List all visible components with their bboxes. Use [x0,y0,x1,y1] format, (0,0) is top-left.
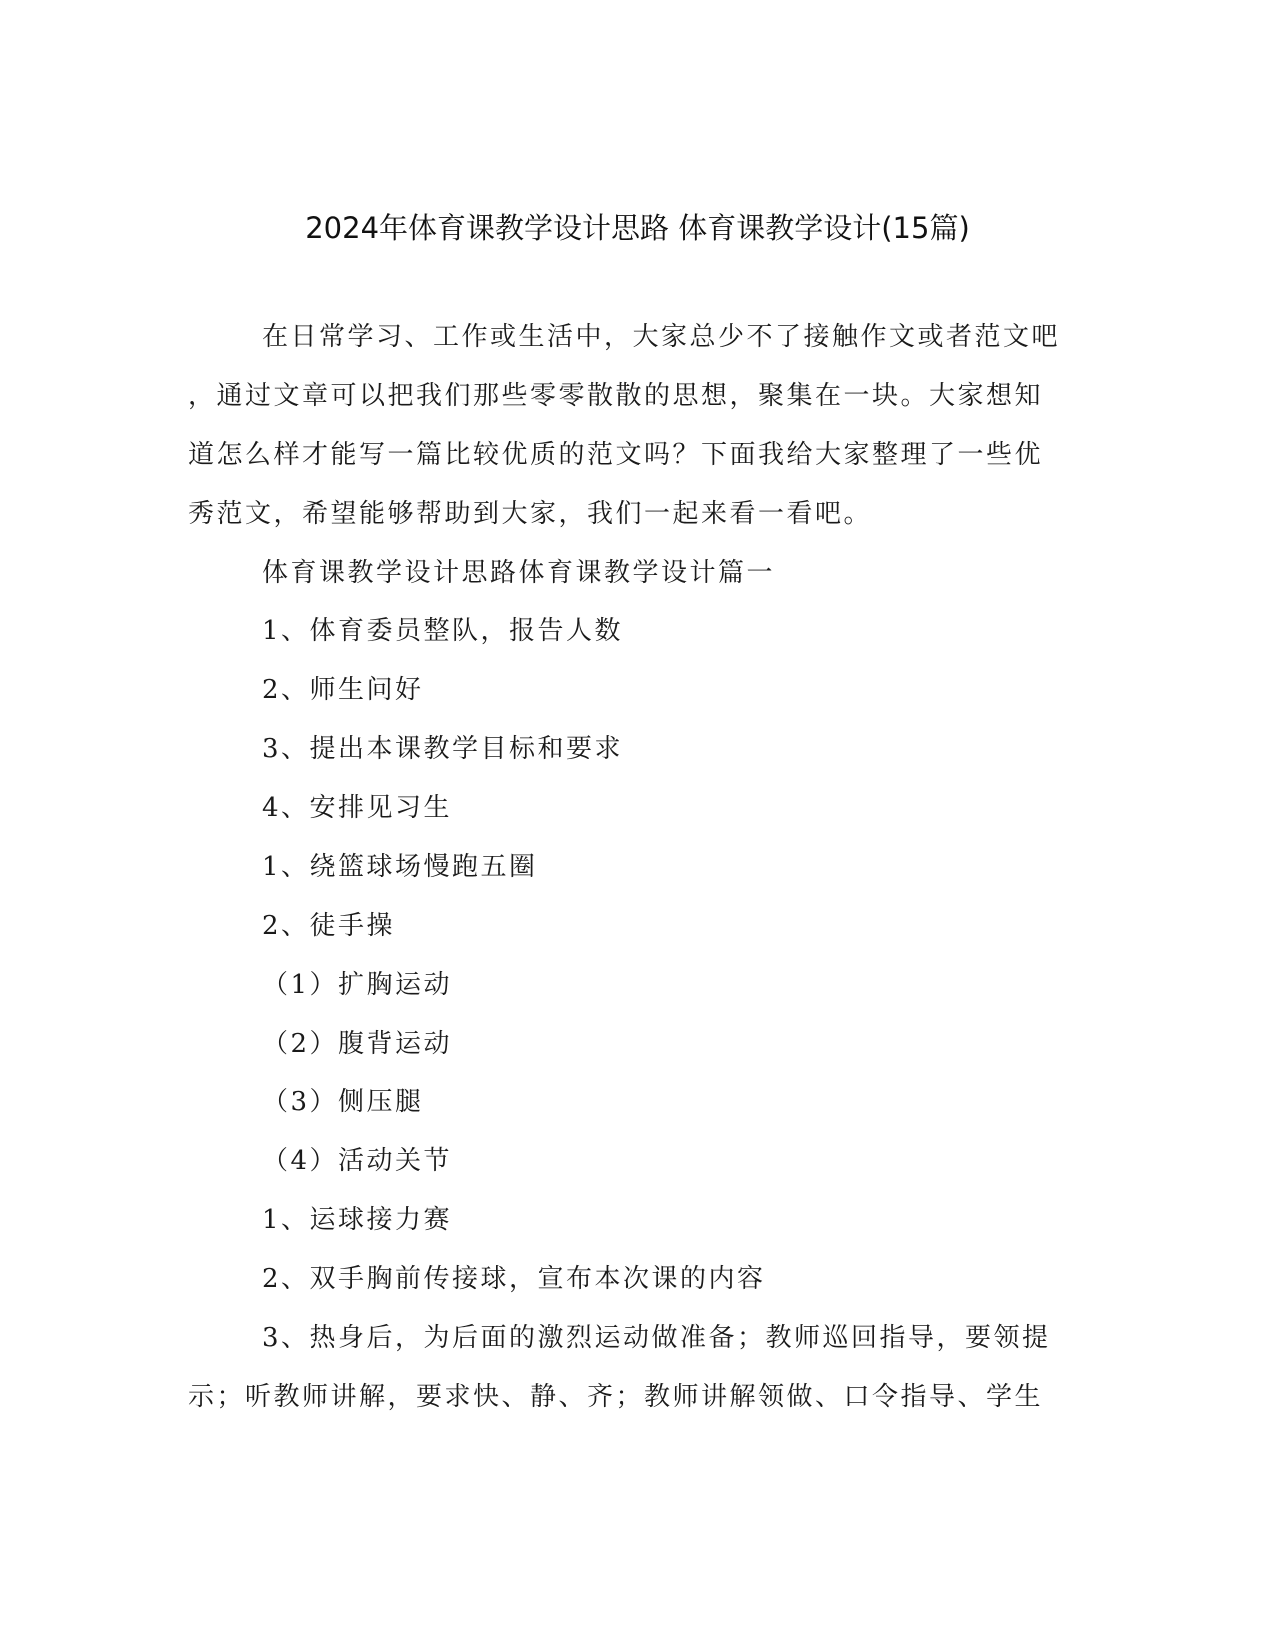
document-title: 2024年体育课教学设计思路 体育课教学设计(15篇) [305,211,970,245]
list-item: 1、运球接力赛 [262,1205,453,1235]
list-item: （1）扩胸运动 [262,970,453,1000]
list-item: 3、提出本课教学目标和要求 [262,734,624,764]
intro-line: 秀范文，希望能够帮助到大家，我们一起来看一看吧。 [188,499,873,529]
intro-line: ，通过文章可以把我们那些零零散散的思想，聚集在一块。大家想知 [188,381,1044,411]
list-item: （4）活动关节 [262,1146,453,1176]
list-item: 1、绕篮球场慢跑五圈 [262,852,538,882]
list-item: （3）侧压腿 [262,1087,424,1117]
list-item: 2、双手胸前传接球，宣布本次课的内容 [262,1264,766,1294]
list-item: 4、安排见习生 [262,793,453,823]
section-heading: 体育课教学设计思路体育课教学设计篇一 [262,558,776,588]
intro-line: 道怎么样才能写一篇比较优质的范文吗？下面我给大家整理了一些优 [188,440,1044,470]
closing-line: 3、热身后，为后面的激烈运动做准备；教师巡回指导，要领提 [262,1323,1051,1353]
closing-line: 示；听教师讲解，要求快、静、齐；教师讲解领做、口令指导、学生 [188,1382,1044,1412]
list-item: 1、体育委员整队，报告人数 [262,616,624,646]
list-item: （2）腹背运动 [262,1029,453,1059]
intro-line: 在日常学习、工作或生活中，大家总少不了接触作文或者范文吧 [262,322,1061,352]
list-item: 2、徒手操 [262,911,396,941]
list-item: 2、师生问好 [262,675,424,705]
